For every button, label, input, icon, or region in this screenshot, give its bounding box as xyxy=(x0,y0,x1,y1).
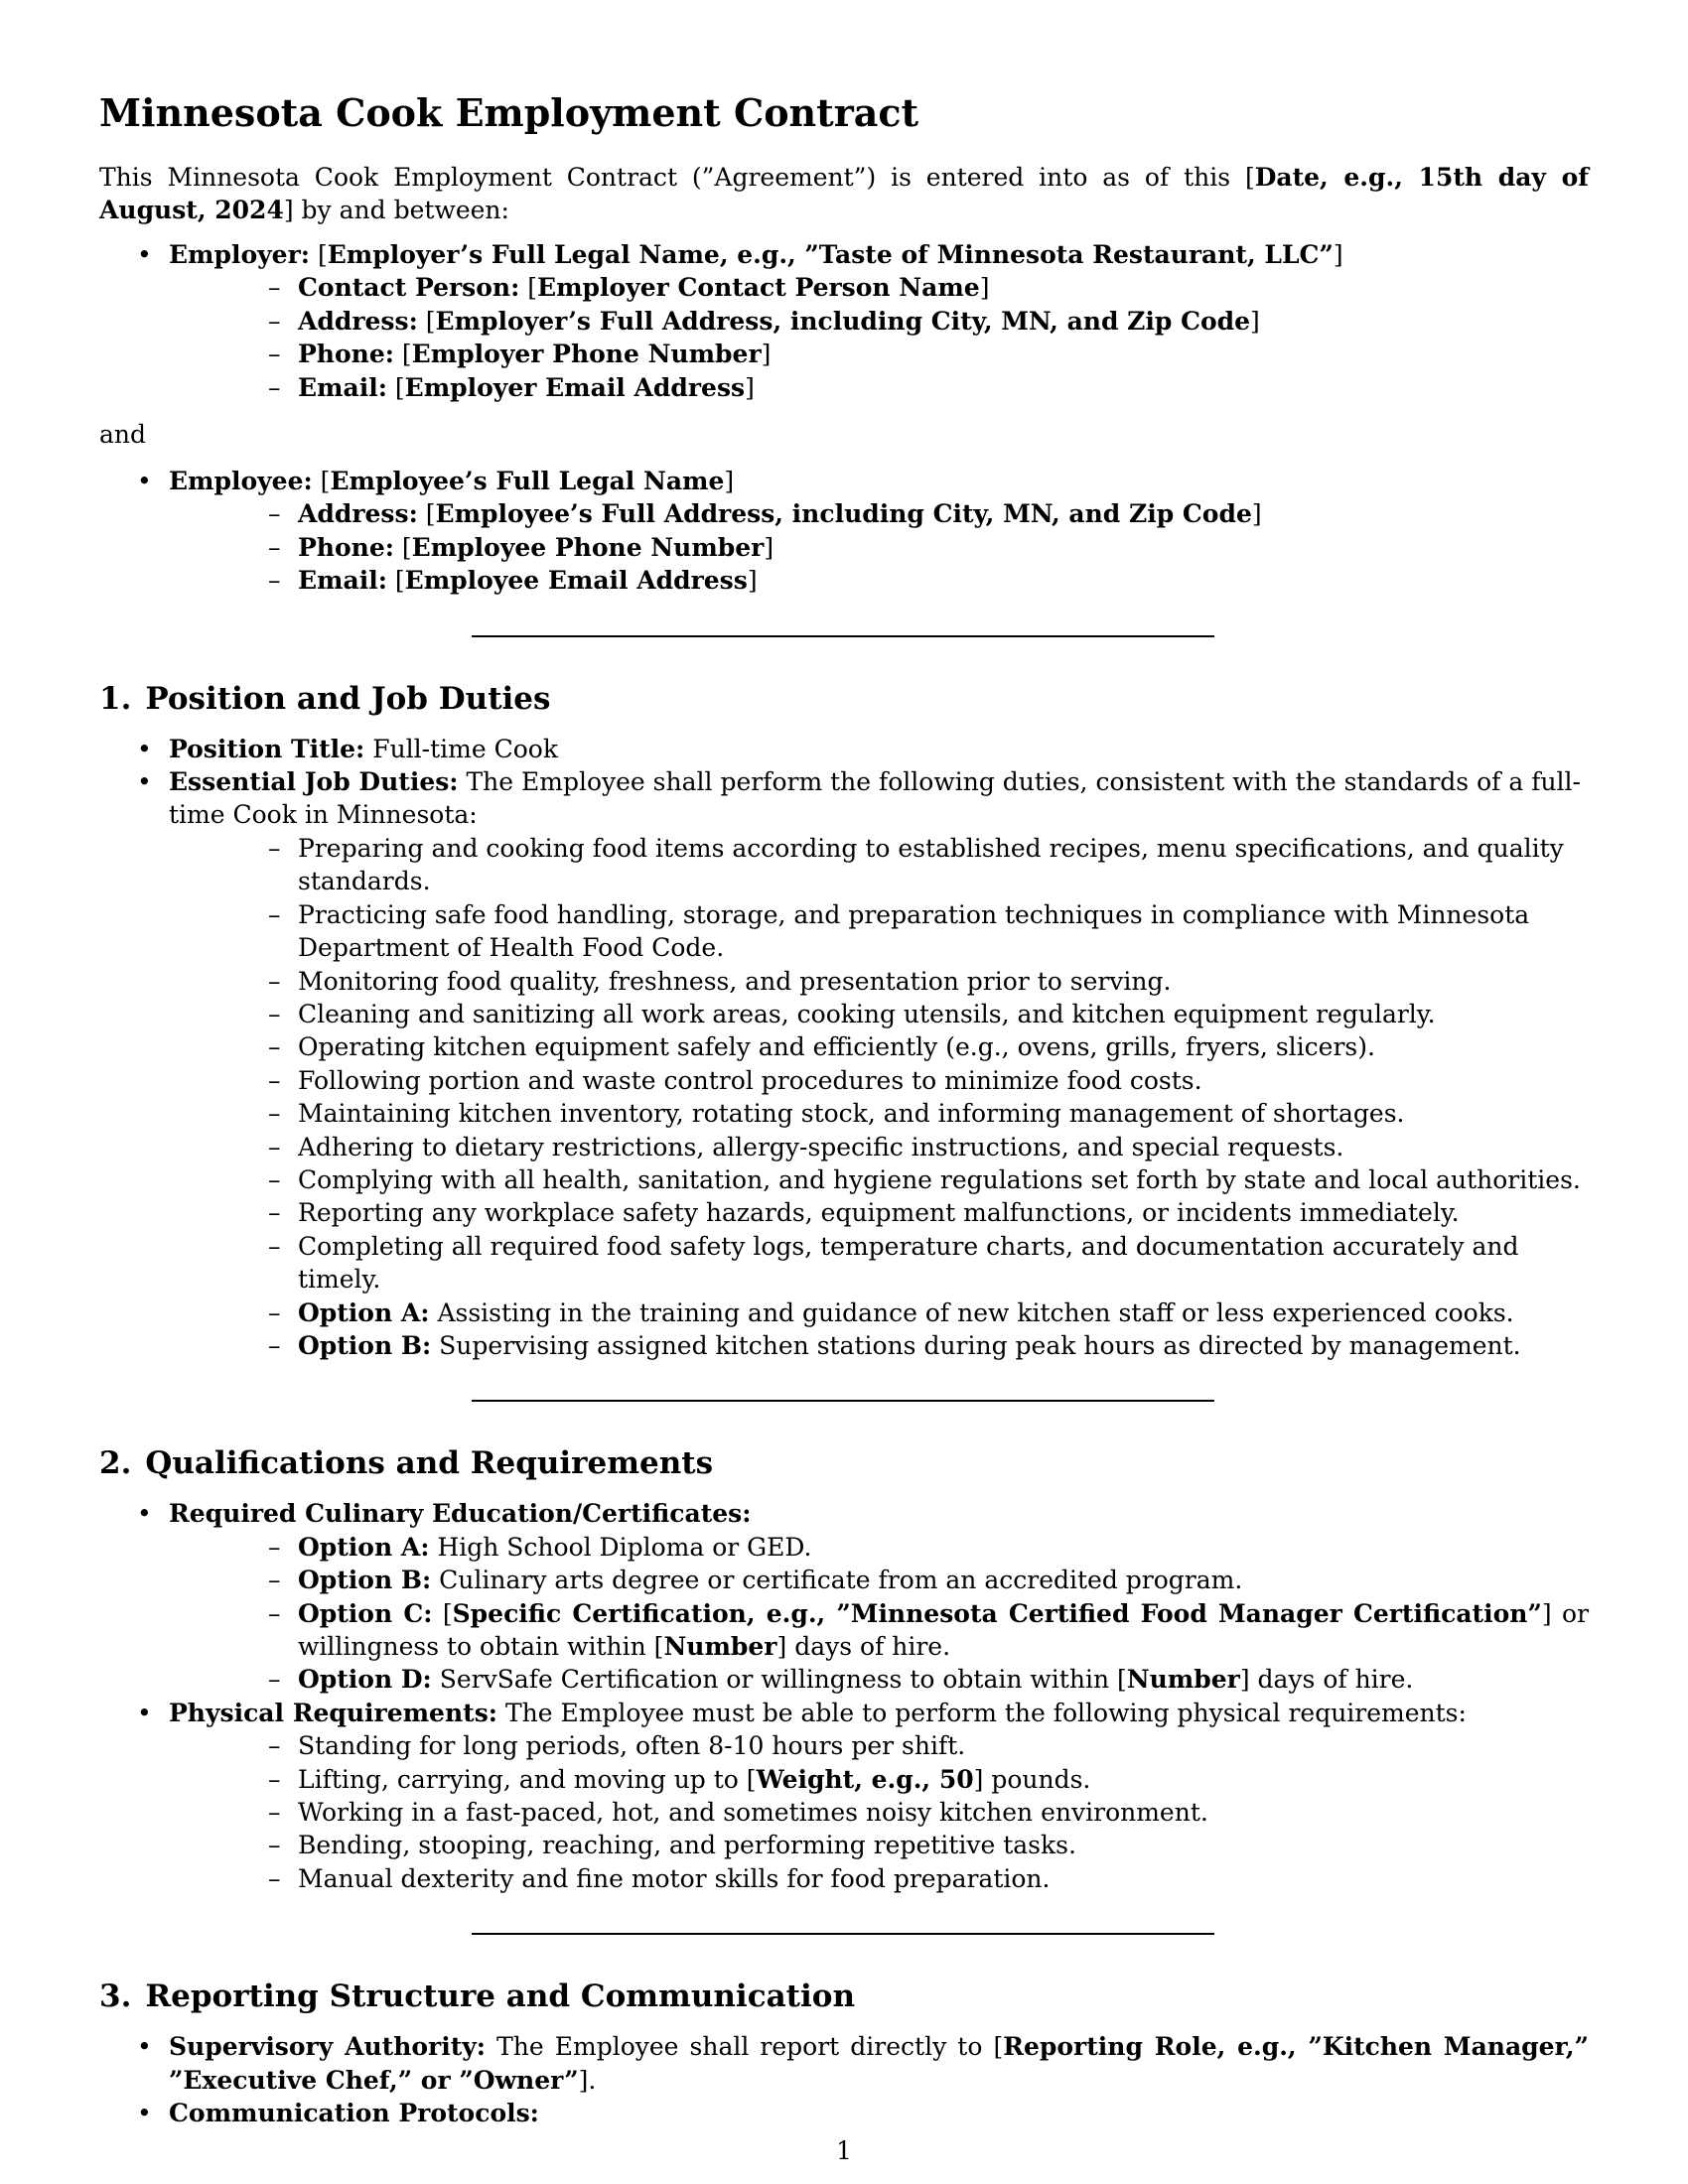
section-2-heading: 2. Qualifications and Requirements xyxy=(99,1445,714,1482)
document-title: Minnesota Cook Employment Contract xyxy=(99,90,919,135)
physical-requirement: – Working in a fast-paced, hot, and sometimes noisy kitchen environment. xyxy=(169,1796,1589,1829)
physical-requirement: – Standing for long periods, often 8-10 hours per shift. xyxy=(169,1729,1589,1762)
employee-email: – Email: [Employee Email Address] xyxy=(169,564,1589,597)
job-duties-item: • Essential Job Duties: The Employee shall perform the following duties, consistent with the standards of a full-time Cook in Minnesota: – Preparing and cooking food items according to established recipes, menu specifications, and quality standards. – Practicing safe food handling, storage, and preparation techniques in compliance with Minnesota Department of Health Food Code. – Monitoring food quality, freshness, and presentation prior to serving. – Cleaning and sanitizing all work areas, cooking utensils, and kitchen equipment regularly. – Operating kitchen equipment safely and efficiently (e.g., ovens, grills, fryers, slicers). – Following portion and waste control procedures to minimize food costs. – Maintaining kitchen inventory, rotating stock, and informing management of shortages. – Adhering to dietary restrictions, allergy-specific instructions, and special requests. – Complying with all health, sanitation, and hygiene regulations set forth by state and local authorities. – Reporting any workplace safety hazards, equipment malfunctions, or incidents immediately. – Completing all required food safety logs, temperature charts, and documentation accurately and timely. – Option A: Assisting in the training and guidance of new kitchen staff or less experienced cooks. – Option B: Supervising assigned kitchen stations during peak hours as directed by management. xyxy=(99,765,1589,1362)
employer-phone: – Phone: [Employer Phone Number] xyxy=(169,338,1589,370)
duty-item: – Complying with all health, sanitation, and hygiene regulations set forth by state and local authorities. xyxy=(169,1163,1589,1196)
education-item: • Required Culinary Education/Certificates: – Option A: High School Diploma or GED. – Option B: Culinary arts degree or certificate from an accredited program. – Option C: [Specific Certification, e.g., ”Minnesota Certified Food Manager Certification”] or willingness to obtain within [Number] days of hire. – Option D: ServSafe Certification or willingness to obtain within [Number] days of hire. xyxy=(99,1497,1589,1696)
duty-item: – Preparing and cooking food items according to established recipes, menu specifications, and quality standards. xyxy=(169,832,1589,898)
duty-item: – Following portion and waste control procedures to minimize food costs. xyxy=(169,1064,1589,1097)
section-divider xyxy=(472,635,1214,637)
communication-protocols-item: • Communication Protocols: xyxy=(99,2097,1589,2129)
physical-requirements-item: • Physical Requirements: The Employee must be able to perform the following physical requirements: – Standing for long periods, often 8-10 hours per shift. – Lifting, carrying, and moving up to [Weight, e.g., 50] pounds. – Working in a fast-paced, hot, and sometimes noisy kitchen environment. – Bending, stooping, reaching, and performing repetitive tasks. – Manual dexterity and fine motor skills for food preparation. xyxy=(99,1697,1589,1895)
section-divider xyxy=(472,1400,1214,1402)
employee-details xyxy=(238,497,1589,597)
section-3-heading: 3. Reporting Structure and Communication xyxy=(99,1979,855,2015)
edu-option-a: – Option A: High School Diploma or GED. xyxy=(169,1531,1589,1564)
employer-email: – Email: [Employer Email Address] xyxy=(169,371,1589,404)
section-2-list xyxy=(99,1497,1589,1895)
duty-item: – Adhering to dietary restrictions, allergy-specific instructions, and special requests. xyxy=(169,1131,1589,1163)
section-1-list xyxy=(99,733,1589,1363)
job-duties-list xyxy=(238,832,1589,1363)
duty-item: – Monitoring food quality, freshness, and presentation prior to serving. xyxy=(169,965,1589,998)
physical-requirements-list xyxy=(238,1729,1589,1895)
position-title-item: • Position Title: Full-time Cook xyxy=(99,733,1589,765)
duty-item: – Practicing safe food handling, storage, and preparation techniques in compliance with Minnesota Department of Health Food Code. xyxy=(169,898,1589,965)
edu-option-d: – Option D: ServSafe Certification or willingness to obtain within [Number] days of hire. xyxy=(169,1663,1589,1696)
duty-option-a: – Option A: Assisting in the training and guidance of new kitchen staff or less experienced cooks. xyxy=(169,1297,1589,1329)
supervisory-authority-item: • Supervisory Authority: The Employee shall report directly to [Reporting Role, e.g., ”Kitchen Manager,” ”Executive Chef,” or ”Owner”]. xyxy=(99,2030,1589,2097)
page-number: 1 xyxy=(836,2136,852,2165)
physical-requirement: – Manual dexterity and fine motor skills for food preparation. xyxy=(169,1862,1589,1895)
duty-option-b: – Option B: Supervising assigned kitchen stations during peak hours as directed by management. xyxy=(169,1329,1589,1362)
duty-item: – Completing all required food safety logs, temperature charts, and documentation accurately and timely. xyxy=(169,1230,1589,1297)
employer-address: – Address: [Employer’s Full Address, including City, MN, and Zip Code] xyxy=(169,305,1589,338)
agreement-date: Date, e.g., 15th day of August, 2024 xyxy=(99,163,1589,224)
duty-item: – Cleaning and sanitizing all work areas, cooking utensils, and kitchen equipment regularly. xyxy=(169,998,1589,1030)
and-text: and xyxy=(99,420,147,450)
duty-item: – Maintaining kitchen inventory, rotating stock, and informing management of shortages. xyxy=(169,1097,1589,1130)
employer-list xyxy=(99,238,1589,404)
duty-item: – Reporting any workplace safety hazards, equipment malfunctions, or incidents immediately. xyxy=(169,1196,1589,1229)
edu-option-b: – Option B: Culinary arts degree or certificate from an accredited program. xyxy=(169,1564,1589,1596)
employee-list xyxy=(99,465,1589,598)
intro-paragraph: This Minnesota Cook Employment Contract (”Agreement”) is entered into as of this [Date, e.g., 15th day of August, 2024] by and between: xyxy=(99,163,1589,224)
section-1-heading: 1. Position and Job Duties xyxy=(99,680,551,717)
physical-requirement: – Bending, stooping, reaching, and performing repetitive tasks. xyxy=(169,1829,1589,1861)
employer-details xyxy=(238,271,1589,404)
duty-item: – Operating kitchen equipment safely and efficiently (e.g., ovens, grills, fryers, slicers). xyxy=(169,1030,1589,1063)
physical-requirement: – Lifting, carrying, and moving up to [Weight, e.g., 50] pounds. xyxy=(169,1763,1589,1796)
edu-option-c: – Option C: [Specific Certification, e.g., ”Minnesota Certified Food Manager Certification”] or willingness to obtain within [Number] days of hire. xyxy=(169,1597,1589,1664)
employer-item: • Employer: [Employer’s Full Legal Name, e.g., ”Taste of Minnesota Restaurant, LLC”] – Contact Person: [Employer Contact Person Name] – Address: [Employer’s Full Address, including City, MN, and Zip Code] – Phone: [Employer Phone Number] – Email: [Employer Email Address] xyxy=(99,238,1589,404)
education-options xyxy=(238,1531,1589,1697)
employee-item: • Employee: [Employee’s Full Legal Name] – Address: [Employee’s Full Address, including City, MN, and Zip Code] – Phone: [Employee Phone Number] – Email: [Employee Email Address] xyxy=(99,465,1589,598)
section-divider xyxy=(472,1933,1214,1935)
employer-contact: – Contact Person: [Employer Contact Person Name] xyxy=(169,271,1589,304)
employee-address: – Address: [Employee’s Full Address, including City, MN, and Zip Code] xyxy=(169,497,1589,530)
document-body xyxy=(99,87,1589,2129)
section-3-list xyxy=(99,2030,1589,2129)
employee-phone: – Phone: [Employee Phone Number] xyxy=(169,531,1589,564)
